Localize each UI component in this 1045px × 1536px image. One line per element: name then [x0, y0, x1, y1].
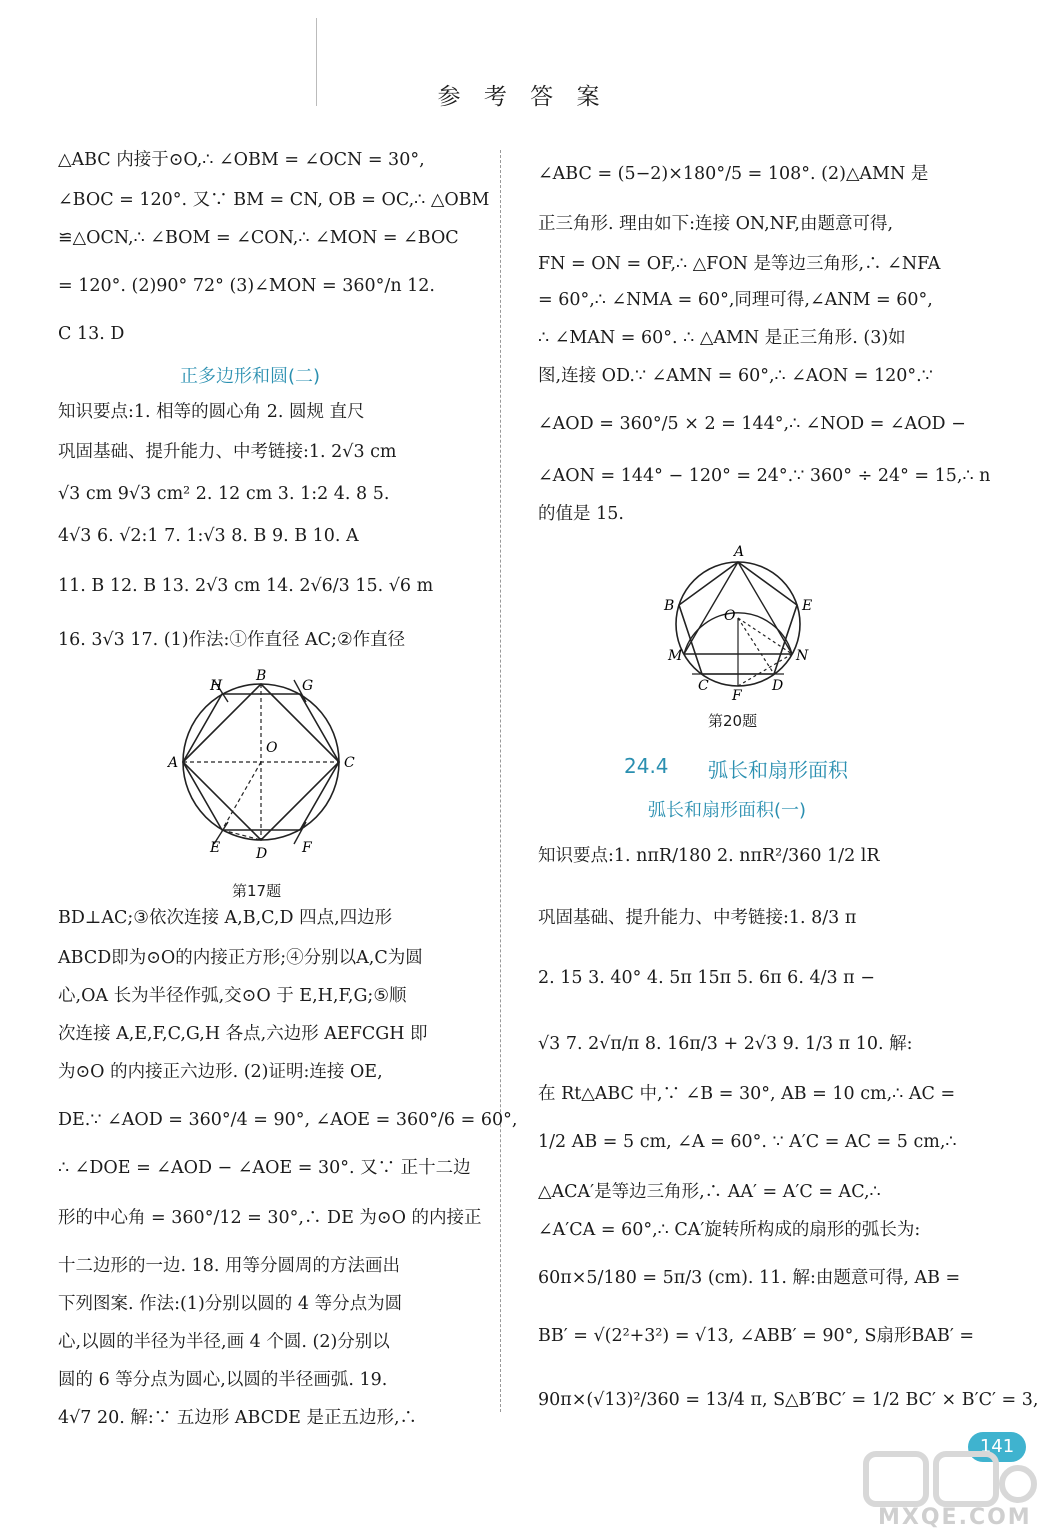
text-line: 图,连接 OD.∵ ∠AMN = 60°,∴ ∠AON = 120°.∵	[538, 366, 933, 386]
text-line: ≌△OCN,∴ ∠BOM = ∠CON,∴ ∠MON = ∠BOC	[58, 228, 459, 248]
text-line: 2. 15 3. 40° 4. 5π 15π 5. 6π 6. 4/3 π −	[538, 968, 875, 988]
figure-17-caption: 第17题	[232, 882, 282, 900]
figure-label: N	[796, 648, 809, 664]
text-line: ∠ABC = (5−2)×180°/5 = 108°. (2)△AMN 是	[538, 164, 929, 184]
figure-label: O	[266, 740, 278, 756]
text-line: 巩固基础、提升能力、中考链接:1. 8/3 π	[538, 908, 857, 928]
figure-label: F	[302, 840, 312, 856]
watermark-text: MXQE.COM	[878, 1505, 1032, 1530]
figure-20-caption: 第20题	[708, 712, 758, 730]
text-line: ∴ ∠MAN = 60°. ∴ △AMN 是正三角形. (3)如	[538, 328, 906, 348]
figure-label: A	[168, 755, 179, 771]
text-line: BD⊥AC;③依次连接 A,B,C,D 四点,四边形	[58, 908, 393, 928]
text-line: ∠AOD = 360°/5 × 2 = 144°,∴ ∠NOD = ∠AOD −	[538, 414, 966, 434]
text-line: 正三角形. 理由如下:连接 ON,NF,由题意可得,	[538, 214, 894, 234]
figure-label: B	[256, 668, 267, 684]
figure-label: E	[210, 840, 221, 856]
figure-label: M	[668, 648, 683, 664]
text-line: ∠AON = 144° − 120° = 24°.∵ 360° ÷ 24° = 15,∴ n	[538, 466, 991, 486]
text-line: = 60°,∴ ∠NMA = 60°,同理可得,∠ANM = 60°,	[538, 290, 933, 310]
text-line: = 120°. (2)90° 72° (3)∠MON = 360°/n 12.	[58, 276, 435, 296]
text-line: 圆的 6 等分点为圆心,以圆的半径画弧. 19.	[58, 1370, 388, 1390]
text-line: √3 cm 9√3 cm² 2. 12 cm 3. 1:2 4. 8 5.	[58, 484, 390, 504]
text-line: △ABC 内接于⊙O,∴ ∠OBM = ∠OCN = 30°,	[58, 150, 425, 170]
section-title: 正多边形和圆(二)	[180, 366, 321, 387]
column-divider	[500, 150, 501, 1412]
figure-20	[662, 540, 852, 700]
page-header-title: 参 考 答 案	[437, 84, 608, 110]
figure-label: B	[664, 598, 675, 614]
figure-label: H	[210, 678, 223, 694]
text-line: ∠BOC = 120°. 又∵ BM = CN, OB = OC,∴ △OBM	[58, 190, 490, 210]
text-line: 90π×(√13)²/360 = 13/4 π, S△B′BC′ = 1/2 BC′ × B′C′ = 3,	[538, 1390, 1039, 1410]
text-line: 心,以圆的半径为半径,画 4 个圆. (2)分别以	[58, 1332, 390, 1352]
text-line: 的值是 15.	[538, 504, 624, 524]
figure-label: G	[302, 678, 314, 694]
figure-label: C	[698, 678, 709, 694]
text-line: ABCD即为⊙O的内接正方形;④分别以A,C为圆	[58, 948, 423, 968]
text-line: 巩固基础、提升能力、中考链接:1. 2√3 cm	[58, 442, 397, 462]
text-line: 下列图案. 作法:(1)分别以圆的 4 等分点为圆	[58, 1294, 403, 1314]
text-line: DE.∵ ∠AOD = 360°/4 = 90°, ∠AOE = 360°/6 = 60°,	[58, 1110, 518, 1130]
text-line: 11. B 12. B 13. 2√3 cm 14. 2√6/3 15. √6 m	[58, 576, 434, 596]
page-number-badge: 141	[968, 1432, 1026, 1462]
text-line: 4√7 20. 解:∵ 五边形 ABCDE 是正五边形,∴	[58, 1408, 418, 1428]
figure-17	[166, 666, 366, 866]
text-line: 十二边形的一边. 18. 用等分圆周的方法画出	[58, 1256, 401, 1276]
text-line: 知识要点:1. nπR/180 2. nπR²/360 1/2 lR	[538, 846, 880, 866]
figure-label: F	[732, 688, 742, 700]
text-line: 知识要点:1. 相等的圆心角 2. 圆规 直尺	[58, 402, 365, 422]
text-line: 形的中心角 = 360°/12 = 30°,∴ DE 为⊙O 的内接正	[58, 1208, 482, 1228]
text-line: 4√3 6. √2:1 7. 1:√3 8. B 9. B 10. A	[58, 526, 359, 546]
figure-label: A	[734, 544, 745, 560]
text-line: 60π×5/180 = 5π/3 (cm). 11. 解:由题意可得, AB =	[538, 1268, 961, 1288]
text-line: BB′ = √(2²+3²) = √13, ∠ABB′ = 90°, S扇形BAB′ =	[538, 1326, 975, 1346]
text-line: ∠A′CA = 60°,∴ CA′旋转所构成的扇形的弧长为:	[538, 1220, 921, 1240]
text-line: 心,OA 长为半径作弧,交⊙O 于 E,H,F,G;⑤顺	[58, 986, 407, 1006]
subsection-title: 弧长和扇形面积(一)	[648, 800, 807, 821]
figure-label: E	[802, 598, 813, 614]
figure-label: D	[772, 678, 784, 694]
text-line: √3 7. 2√π/π 8. 16π/3 + 2√3 9. 1/3 π 10. 解:	[538, 1034, 913, 1054]
section-title: 弧长和扇形面积	[708, 758, 848, 782]
text-line: ∴ ∠DOE = ∠AOD − ∠AOE = 30°. 又∵ 正十二边	[58, 1158, 471, 1178]
figure-label: O	[724, 608, 736, 624]
figure-label: C	[344, 755, 355, 771]
text-line: 在 Rt△ABC 中,∵ ∠B = 30°, AB = 10 cm,∴ AC =	[538, 1084, 956, 1104]
text-line: 为⊙O 的内接正六边形. (2)证明:连接 OE,	[58, 1062, 383, 1082]
text-line: 1/2 AB = 5 cm, ∠A = 60°. ∵ A′C = AC = 5 cm,∴	[538, 1132, 957, 1152]
figure-label: D	[256, 846, 268, 862]
text-line: 16. 3√3 17. (1)作法:①作直径 AC;②作直径	[58, 630, 406, 650]
section-number: 24.4	[624, 754, 669, 778]
text-line: C 13. D	[58, 324, 125, 344]
text-line: FN = ON = OF,∴ △FON 是等边三角形,∴ ∠NFA	[538, 254, 941, 274]
text-line: 次连接 A,E,F,C,G,H 各点,六边形 AEFCGH 即	[58, 1024, 428, 1044]
text-line: △ACA′是等边三角形,∴ AA′ = A′C = AC,∴	[538, 1182, 881, 1202]
